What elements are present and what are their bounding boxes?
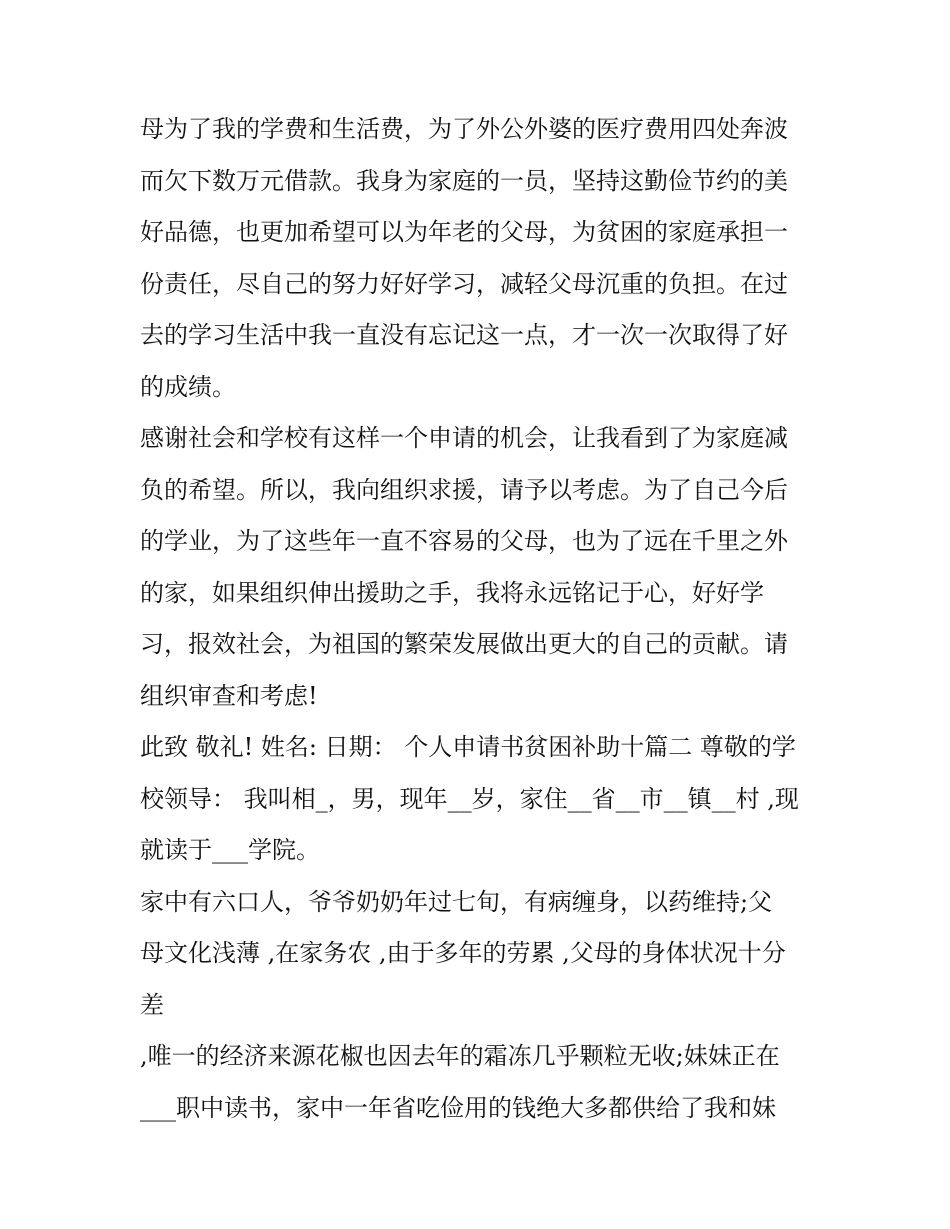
text-line: ,唯一的经济来源花椒也因去年的霜冻几乎颗粒无收;妹妹正在 (140, 1042, 780, 1070)
text-line: 去的学习生活中我一直没有忘记这一点，才一次一次取得了好 (140, 321, 788, 349)
text-line: ___职中读书，家中一年省吃俭用的钱绝大多都供给了我和妹 (140, 1093, 776, 1122)
text-line: 份责任，尽自己的努力好好学习，减轻父母沉重的负担。在过 (140, 269, 788, 298)
text-line: 差 (140, 990, 164, 1019)
text-line: 此致 敬礼! 姓名: 日期： 个人申请书贫困补助十篇二 尊敬的学 (140, 733, 796, 761)
text-line: 习，报效社会，为祖国的繁荣发展做出更大的自己的贡献。请 (140, 630, 788, 658)
text-line: 校领导： 我叫相_，男，现年__岁，家住__省__市__镇__村 ,现 (140, 784, 799, 813)
text-line: 就读于___学院。 (140, 836, 320, 864)
text-line: 的成绩。 (140, 372, 236, 401)
text-line: 的家，如果组织伸出援助之手，我将永远铭记于心，好好学 (140, 578, 764, 607)
text-line: 感谢社会和学校有这样一个申请的机会，让我看到了为家庭减 (140, 424, 788, 452)
text-line: 母为了我的学费和生活费，为了外公外婆的医疗费用四处奔波 (140, 115, 788, 143)
text-line: 组织审查和考虑! (140, 681, 318, 710)
text-line: 的学业，为了这些年一直不容易的父母，也为了远在千里之外 (140, 527, 788, 555)
text-line: 母文化浅薄 ,在家务农 ,由于多年的劳累 ,父母的身体状况十分 (140, 939, 786, 967)
text-line: 家中有六口人，爷爷奶奶年过七旬，有病缠身，以药维持;父 (140, 887, 773, 916)
text-line: 负的希望。所以，我向组织求援，请予以考虑。为了自己今后 (140, 475, 788, 504)
text-line: 好品德，也更加希望可以为年老的父母，为贫困的家庭承担一 (140, 218, 788, 246)
document-body (140, 104, 820, 1134)
text-line: 而欠下数万元借款。我身为家庭的一员，坚持这勤俭节约的美 (140, 166, 788, 195)
